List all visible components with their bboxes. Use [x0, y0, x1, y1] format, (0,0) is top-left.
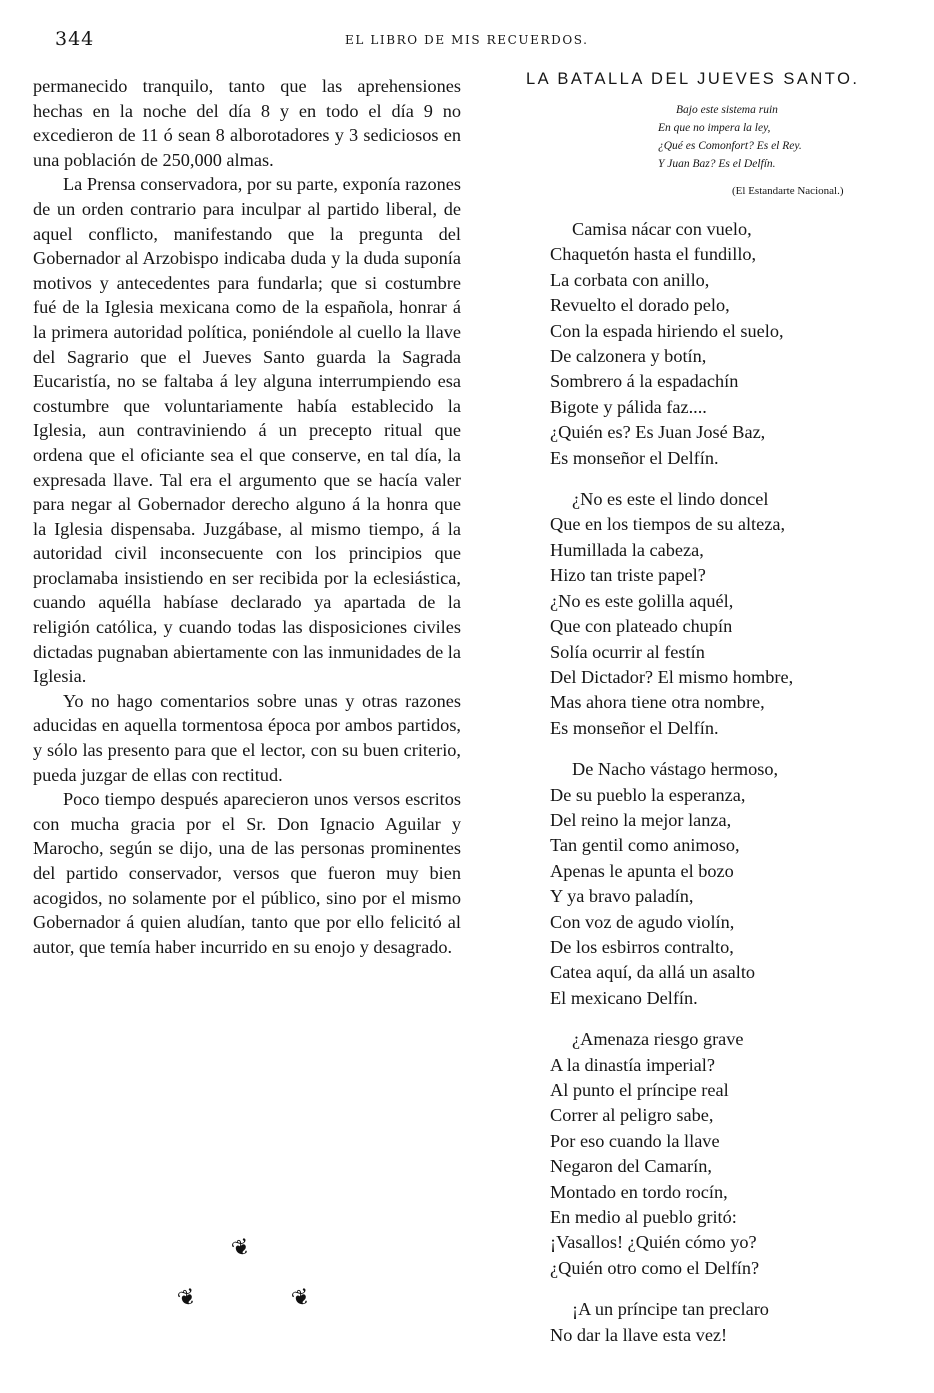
verse-line: Apenas le apunta el bozo — [550, 860, 734, 881]
verse-line: ¿Quién otro como el Delfín? — [550, 1257, 760, 1278]
paragraph: Poco tiempo después aparecieron unos versos escritos con mucha gracia por el Sr. Don Ignacio Aguilar y Marocho, según se dijo, una de las personas prominentes del partido conservador, versos que fueron muy bien acogidos, no solamente por el público, sino por el mismo Gobernador á quien aludían, tanto que por ello felicitó al autor, que temía haber incurrido en su enojo y desagrado. — [33, 789, 461, 957]
verse-line: Del reino la mejor lanza, — [550, 809, 732, 830]
verse-line: En medio al pueblo gritó: — [550, 1207, 737, 1228]
fleuron-icon: ❦ — [174, 1283, 200, 1314]
verse-line: De calzonera y botín, — [550, 346, 707, 367]
verse-line: Con voz de agudo violín, — [550, 911, 735, 932]
verse-line: De los esbirros contralto, — [550, 936, 734, 957]
verse-line: ¡A un príncipe tan preclaro — [572, 1299, 769, 1320]
verse-line: Bigote y pálida faz.... — [550, 396, 707, 417]
ornament-group — [160, 1232, 360, 1322]
verse-line: Al punto el príncipe real — [550, 1080, 729, 1100]
stanza — [550, 1027, 910, 1281]
stanza — [550, 217, 910, 471]
verse-line: Del Dictador? El mismo hombre, — [550, 666, 794, 687]
paragraph: La Prensa conservadora, por su parte, exponía razones de un orden contrario para inculpar al partido liberal, de aquel conflicto, manifestando que la pregunta del Gobernador al Arzobispo indicaba duda y la duda suponía motivos y antecedentes para fundarla; que si costumbre fué de la Iglesia mexicana como de la española, honrar á la primera autoridad política, poniéndole al cuello la llave del Sagrario que el Jueves Santo guarda la Sagrada Eucaristía, no se faltaba á ley alguna interrumpiendo esa costumbre que voluntariamente había establecido la Iglesia, aun contraviniendo á un precepto ritual que ordena que el oficiante sea el que conserve, en tal día, la expresada llave. Tal era el argumento que se hacía valer para negar al Gobernador derecho alguno á la honra que la Iglesia dispensaba. Juzgábase, al mismo tiempo, á la autoridad civil inconsecuente con los principios que proclamaba insistiendo en ser recibida por la eclesiástica, cuando aquélla habíase declarado ya apartada de la religión católica, y cuando todas las disposiciones civiles dictadas pugnaban abiertamente con las inmunidades de la Iglesia. — [33, 174, 461, 687]
epigraph-line: Bajo este sistema ruin — [676, 104, 778, 116]
verse-line: Por eso cuando la llave — [550, 1130, 720, 1151]
verse-line: ¿Amenaza riesgo grave — [572, 1029, 744, 1050]
page-number: 344 — [55, 28, 95, 50]
verse-line: Que con plateado chupín — [550, 616, 733, 637]
verse-line: No dar la llave esta vez! — [550, 1324, 728, 1345]
stanza — [550, 487, 910, 741]
verse-line: De su pueblo la esperanza, — [550, 784, 746, 805]
verse-line: Sombrero á la espadachín — [550, 371, 739, 392]
epigraph — [658, 101, 910, 173]
verse-line: Solía ocurrir al festín — [550, 641, 705, 662]
verse-line: Catea aquí, da allá un asalto — [550, 962, 756, 983]
fleuron-icon: ❦ — [288, 1283, 314, 1314]
page-header — [0, 28, 934, 58]
verse-line: Hizo tan triste papel? — [550, 565, 706, 586]
epigraph-line: Y Juan Baz? Es el Delfín. — [658, 158, 776, 170]
epigraph-source: (El Estandarte Nacional.) — [732, 185, 844, 197]
verse-line: De Nacho vástago hermoso, — [572, 759, 779, 780]
verse-line: Es monseñor el Delfín. — [550, 717, 719, 738]
epigraph-line: ¿Qué es Comonfort? Es el Rey. — [658, 140, 802, 152]
paragraph: Yo no hago comentarios sobre unas y otras razones aducidas en aquella tormentosa época por ambos partidos, y sólo las presento para que el lector, con su buen criterio, pueda juzgar de ellas con rectitud. — [33, 690, 461, 785]
verse-line: Revuelto el dorado pelo, — [550, 295, 730, 316]
epigraph-line: En que no impera la ley, — [658, 122, 771, 134]
running-title: EL LIBRO DE MIS RECUERDOS. — [345, 33, 589, 47]
stanza — [550, 757, 910, 1011]
verse-line: ¡Vasallos! ¿Quién cómo yo? — [550, 1232, 757, 1253]
poem-body — [550, 217, 910, 1348]
verse-line: ¿No es este el lindo doncel — [572, 489, 769, 510]
verse-line: Correr al peligro sabe, — [550, 1105, 714, 1126]
verse-line: Es monseñor el Delfín. — [550, 447, 719, 468]
verse-line: A la dinastía imperial? — [550, 1054, 715, 1075]
verse-line: ¿No es este golilla aquél, — [550, 590, 734, 611]
left-column — [33, 74, 461, 959]
verse-line: La corbata con anillo, — [550, 269, 710, 290]
column-divider — [478, 70, 479, 1360]
verse-line: Que en los tiempos de su alteza, — [550, 514, 786, 535]
verse-line: Chaquetón hasta el fundillo, — [550, 244, 757, 265]
verse-line: Humillada la cabeza, — [550, 539, 704, 560]
stanza — [550, 1297, 910, 1348]
verse-line: Montado en tordo rocín, — [550, 1181, 728, 1202]
verse-line: Negaron del Camarín, — [550, 1156, 712, 1177]
fleuron-icon: ❦ — [228, 1233, 254, 1264]
verse-line: Camisa nácar con vuelo, — [572, 219, 752, 239]
verse-line: Con la espada hiriendo el suelo, — [550, 320, 784, 341]
verse-line: Mas ahora tiene otra nombre, — [550, 692, 765, 713]
verse-line: Tan gentil como animoso, — [550, 835, 740, 856]
paragraph: permanecido tranquilo, tanto que las aprehensiones hechas en la noche del día 8 y en todo el día 9 no excedieron de 11 ó sean 8 alborotadores y 3 sediciosos en una población de 250,000 almas. — [33, 76, 461, 170]
poem-title: LA BATALLA DEL JUEVES SANTO. — [526, 70, 860, 88]
verse-line: ¿Quién es? Es Juan José Baz, — [550, 422, 766, 443]
verse-line: Y ya bravo paladín, — [550, 886, 694, 907]
right-column — [520, 70, 910, 1364]
verse-line: El mexicano Delfín. — [550, 987, 698, 1008]
